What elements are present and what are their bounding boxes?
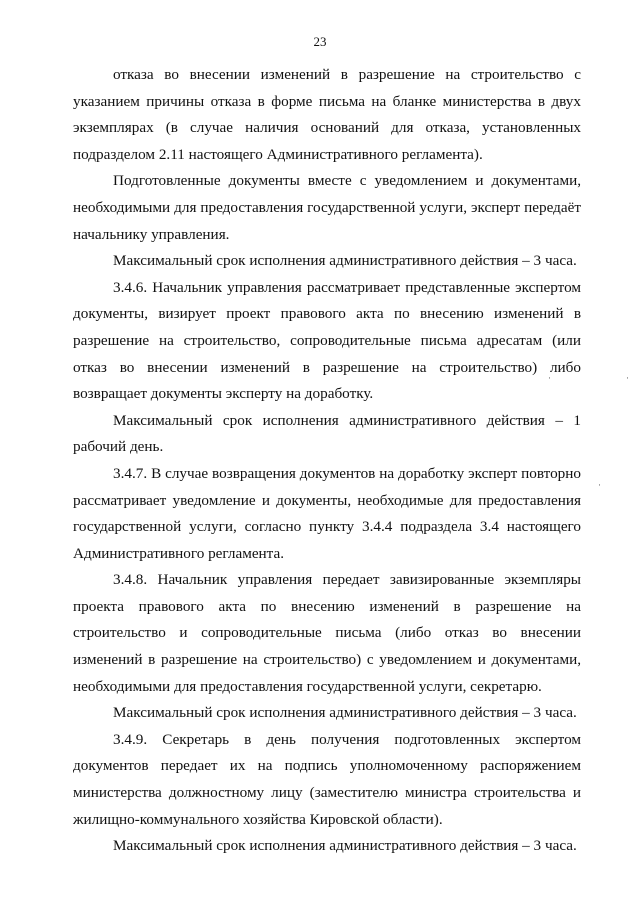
paragraph: отказа во внесении изменений в разрешение на строительство с указанием причины отказа в форме письма на бланке министерства в двух экземплярах (в случае наличия оснований для отказа, установленных подразделом 2.11 настоящего Административного регламента). [73,66,581,163]
paragraph: Максимальный срок исполнения административного действия – 3 часа. [113,704,577,722]
scan-speck: · [548,373,551,383]
paragraph: 3.4.6. Начальник управления рассматривает представленные экспертом документы, визирует проект правового акта по внесению изменений в разрешение на строительство, сопроводительные письма адресатам (или отказ во внесении изменений в разрешение на строительство) либо возвращает документы эксперту на доработку. [73,278,581,403]
body-text [73,62,581,860]
paragraph: 3.4.7. В случае возвращения документов на доработку эксперт повторно рассматривает уведомление и документы, необходимые для предоставления государственной услуги, согласно пункту 3.4.4 подраздела 3.4 настоящего Административного регламента. [73,464,581,562]
scan-speck: · [626,373,629,383]
scan-speck: · [598,480,601,490]
paragraph: Максимальный срок исполнения административного действия – 1 рабочий день. [73,411,581,456]
paragraph: Подготовленные документы вместе с уведомлением и документами, необходимыми для предоставления государственной услуги, эксперт передаёт начальнику управления. [73,172,581,243]
page-number: 23 [313,34,327,49]
paragraph: Максимальный срок исполнения административного действия – 3 часа. [113,252,577,270]
paragraph: 3.4.8. Начальник управления передает завизированные экземпляры проекта правового акта по внесению изменений в разрешение на строительство и сопроводительные письма (либо отказ во внесении изменений в разрешение на строительство) с уведомлением и документами, необходимыми для предоставления государственной услуги, секретарю. [73,571,581,695]
paragraph: Максимальный срок исполнения административного действия – 3 часа. [113,837,577,855]
paragraph: 3.4.9. Секретарь в день получения подготовленных экспертом документов передает их на подпись уполномоченному распоряжением министерства должностному лицу (заместителю министра строительства и жилищно-коммунального хозяйства Кировской области). [73,730,581,828]
